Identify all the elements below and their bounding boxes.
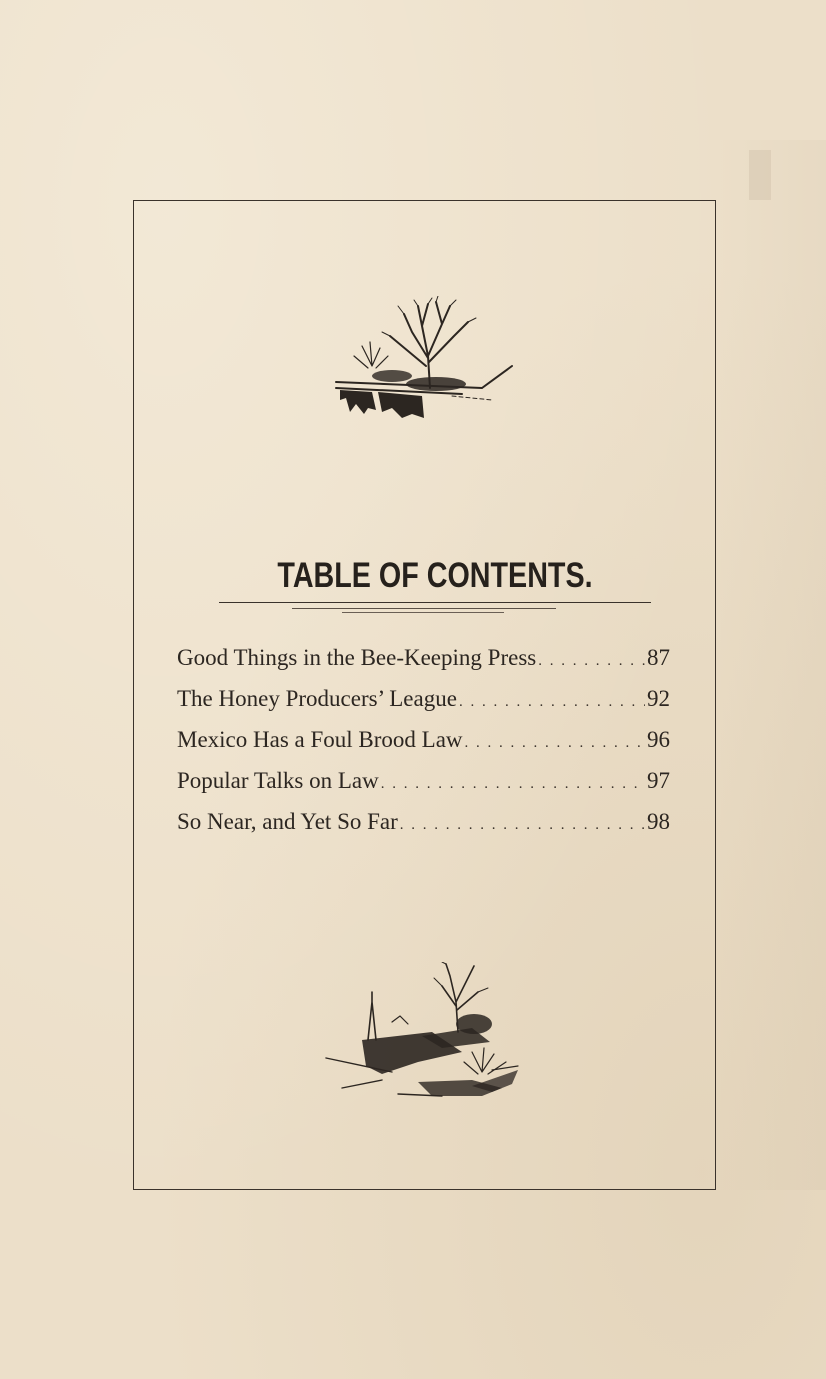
page-title: TABLE OF CONTENTS. [277,556,593,595]
decorative-rule [292,608,556,609]
toc-entry[interactable] [177,765,670,806]
toc-entry-page: 98 [647,809,670,834]
toc-entry[interactable] [177,806,670,847]
church-landscape-vignette-illustration [322,962,526,1100]
toc-leader-dots [400,809,645,841]
decorative-rule-short [342,612,504,613]
toc-entry[interactable] [177,683,670,724]
title-underline [219,602,651,603]
toc-entry-page: 92 [647,686,670,711]
toc-entry-title: Popular Talks on Law [177,768,379,793]
toc-entry-page: 96 [647,727,670,752]
table-of-contents-list [177,642,670,847]
toc-entry-title: So Near, and Yet So Far [177,809,398,834]
toc-entry-title: Good Things in the Bee-Keeping Press [177,645,537,670]
facing-page-bleed-through [716,140,826,1190]
tree-vignette-illustration [332,296,518,422]
toc-entry-page: 87 [647,645,670,670]
toc-leader-dots [381,768,645,800]
toc-entry-title: The Honey Producers’ League [177,686,457,711]
toc-entry-title: Mexico Has a Foul Brood Law [177,727,463,752]
toc-leader-dots [538,645,645,677]
bleed-through-mark [749,150,771,200]
toc-entry[interactable] [177,724,670,765]
toc-leader-dots [459,686,645,718]
toc-leader-dots [465,727,645,759]
toc-entry[interactable] [177,642,670,683]
toc-entry-page: 97 [647,768,670,793]
